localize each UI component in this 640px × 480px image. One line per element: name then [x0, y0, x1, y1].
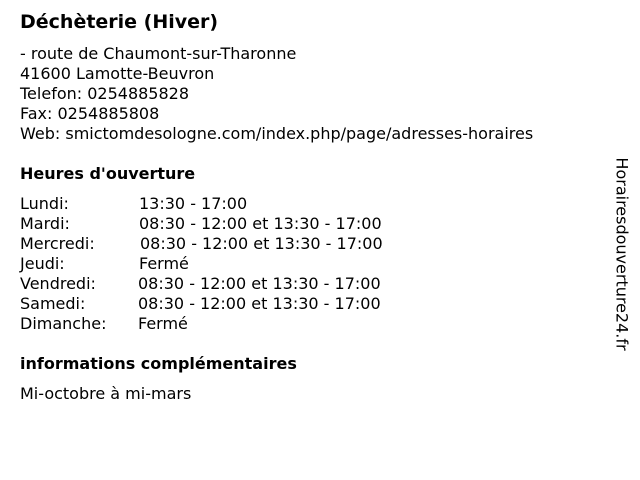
address-city: 41600 Lamotte-Beuvron: [20, 64, 215, 83]
address-street: - route de Chaumont-sur-Tharonne: [20, 44, 297, 63]
hours-value: Fermé: [138, 314, 188, 333]
day-label: Mardi:: [20, 214, 70, 233]
address-block: [20, 44, 533, 144]
hours-value: 13:30 - 17:00: [139, 194, 248, 213]
hours-value: 08:30 - 12:00 et 13:30 - 17:00: [139, 214, 382, 233]
website-link[interactable]: Web: smictomdesologne.com/index.php/page/adresses-horaires: [20, 124, 534, 143]
day-label: Dimanche:: [20, 314, 107, 333]
hours-value: Fermé: [139, 254, 189, 273]
hours-heading: Heures d'ouverture: [20, 164, 196, 183]
page-title: Déchèterie (Hiver): [20, 11, 219, 33]
phone-number[interactable]: Telefon: 0254885828: [20, 84, 190, 103]
site-watermark-text: Horairesdouverture24.fr: [613, 157, 633, 351]
hours-value: 08:30 - 12:00 et 13:30 - 17:00: [138, 294, 381, 313]
day-label: Samedi:: [20, 294, 86, 313]
day-label: Lundi:: [20, 194, 69, 213]
day-label: Mercredi:: [20, 234, 95, 253]
site-watermark-link[interactable]: [609, 134, 635, 374]
info-heading: informations complémentaires: [20, 354, 297, 373]
hours-value: 08:30 - 12:00 et 13:30 - 17:00: [140, 234, 383, 253]
day-label: Vendredi:: [20, 274, 96, 293]
fax-number: Fax: 0254885808: [20, 104, 160, 123]
hours-value: 08:30 - 12:00 et 13:30 - 17:00: [138, 274, 381, 293]
day-label: Jeudi:: [20, 254, 65, 273]
info-text: Mi-octobre à mi-mars: [20, 384, 192, 403]
